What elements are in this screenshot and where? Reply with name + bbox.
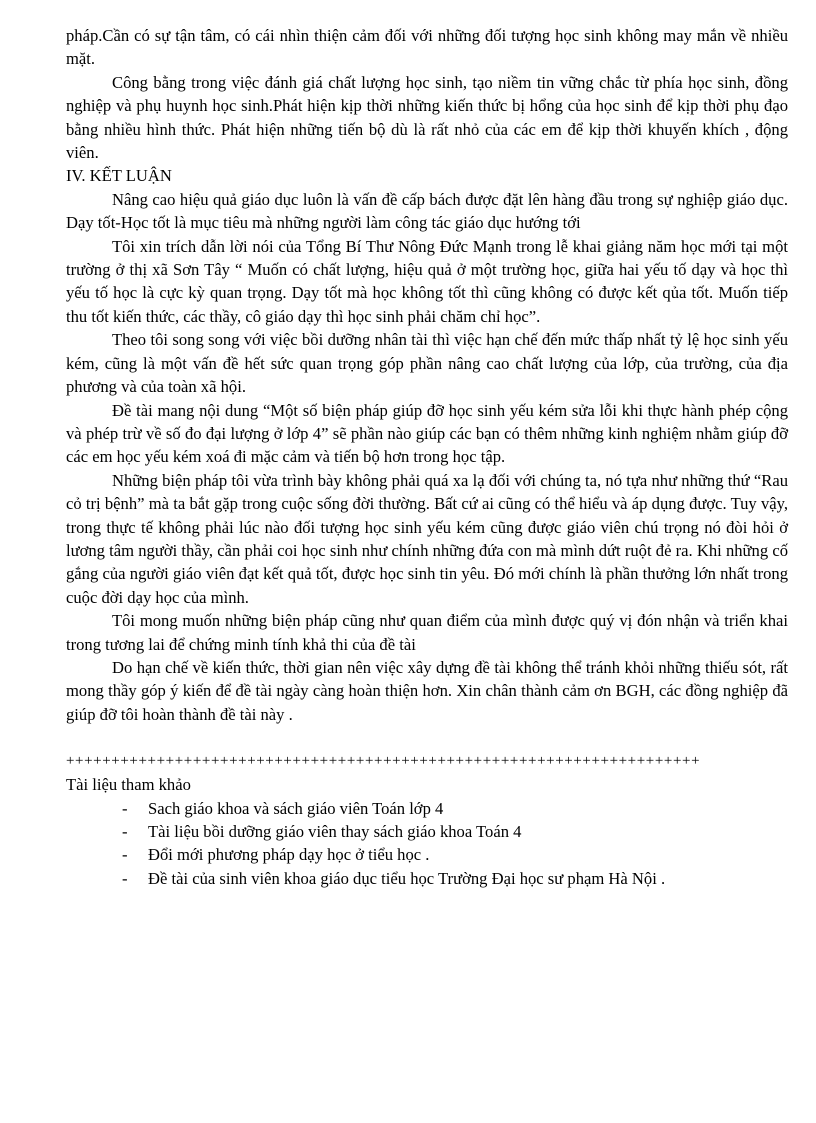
bullet-dash: - [122,822,128,841]
reference-item [66,797,788,820]
conclusion-paragraph: Đề tài mang nội dung “Một số biện pháp giúp đỡ học sinh yếu kém sửa lỗi khi thực hành phép cộng và phép trừ về số đo đại lượng ở lớp 4” sẽ phần nào giúp các bạn có thêm những kinh nghiệm nhằm giúp đỡ các em học yếu kém xoá đi mặc cảm và tiến bộ hơn trong học tập. [66,400,788,467]
document-page [66,24,788,890]
reference-item [66,820,788,843]
bullet-dash: - [122,868,128,888]
reference-item [66,843,788,866]
conclusion-paragraph: Do hạn chế về kiến thức, thời gian nên việc xây dựng đề tài không thể tránh khỏi những thiếu sót, rất mong thầy góp ý kiến để đề tài ngày càng hoàn thiện hơn. Xin chân thành cảm ơn BGH, các đồng nghiệp đã giúp đỡ tôi hoàn thành đề tài này . [66,657,788,724]
bullet-dash: - [122,798,128,818]
body-paragraph-continued: pháp.Cần có sự tận tâm, có cái nhìn thiện cảm đối với những đối tượng học sinh không may mắn về nhiều mặt. [66,26,788,69]
section-heading: IV. KẾT LUẬN [66,166,172,186]
body-paragraph: Công bằng trong việc đánh giá chất lượng học sinh, tạo niềm tin vững chắc từ phía học sinh, đồng nghiệp và phụ huynh học sinh.Phát hiện kịp thời những kiến thức bị hổng của học sinh để kịp thời phụ đạo bằng nhiều hình thức. Phát hiện những tiến bộ dù là rất nhỏ của các em để kịp thời khuyến khích , động viên. [66,72,788,163]
conclusion-paragraph: Theo tôi song song với việc bồi dưỡng nhân tài thì việc hạn chế đến mức thấp nhất tỷ lệ học sinh yếu kém, cũng là một vấn đề hết sức quan trọng góp phần nâng cao chất lượng của lớp, của trường, của địa phương và của toàn xã hội. [66,330,788,397]
conclusion-paragraph: Nâng cao hiệu quả giáo dục luôn là vấn đề cấp bách được đặt lên hàng đầu trong sự nghiệp giáo dục. Dạy tốt-Học tốt là mục tiêu mà những người làm công tác giáo dục hướng tới [66,189,788,233]
conclusion-paragraph: Tôi mong muốn những biện pháp cũng như quan điểm của mình được quý vị đón nhận và triển khai trong tương lai để chứng minh tính khả thi của đề tài [66,611,788,654]
separator-line: ++++++++++++++++++++++++++++++++++++++++++++++++++++++++++++++++++++++ [66,753,701,770]
reference-text: Tài liệu bồi dưỡng giáo viên thay sách giáo khoa Toán 4 [148,822,522,841]
references-list [66,797,788,891]
reference-item [66,867,788,890]
reference-text: Đề tài của sinh viên khoa giáo dục tiểu học Trường Đại học sư phạm Hà Nội . [148,868,666,888]
references-title: Tài liệu tham khảo [66,775,191,795]
conclusion-paragraph: Tôi xin trích dẫn lời nói của Tổng Bí Thư Nông Đức Mạnh trong lễ khai giảng năm học mới tại một trường ở thị xã Sơn Tây “ Muốn có chất lượng, hiệu quả ở một trường học, giữa hai yếu tố dạy và học thì yếu tố học là cực kỳ quan trọng. Dạy tốt mà học không tốt thì cũng không có được kết qủa tốt. Muốn tiếp thu tốt kiến thức, các thầy, cô giáo dạy thì học sinh phải chăm chỉ học”. [66,236,788,326]
reference-text: Đổi mới phương pháp dạy học ở tiểu học . [148,845,430,865]
bullet-dash: - [122,845,128,865]
reference-text: Sach giáo khoa và sách giáo viên Toán lớp 4 [148,798,444,818]
conclusion-paragraph: Những biện pháp tôi vừa trình bày không phải quá xa lạ đối với chúng ta, nó tựa như những thứ “Rau cỏ trị bệnh” mà ta bắt gặp trong cuộc sống đời thường. Bất cứ ai cũng có thể hiểu và áp dụng được. Tuy vậy, trong thực tế không phải lúc nào đối tượng học sinh yếu kém cũng được giáo viên chú trọng nó đòi hỏi ở lương tâm người thầy, cần phải coi học sinh như chính những đứa con mà mình dứt ruột đẻ ra. Khi những cố gắng của người giáo viên đạt kết quả tốt, được học sinh tin yêu. Đó mới chính là phần thưởng lớn nhất trong cuộc đời dạy học của mình. [66,470,788,607]
